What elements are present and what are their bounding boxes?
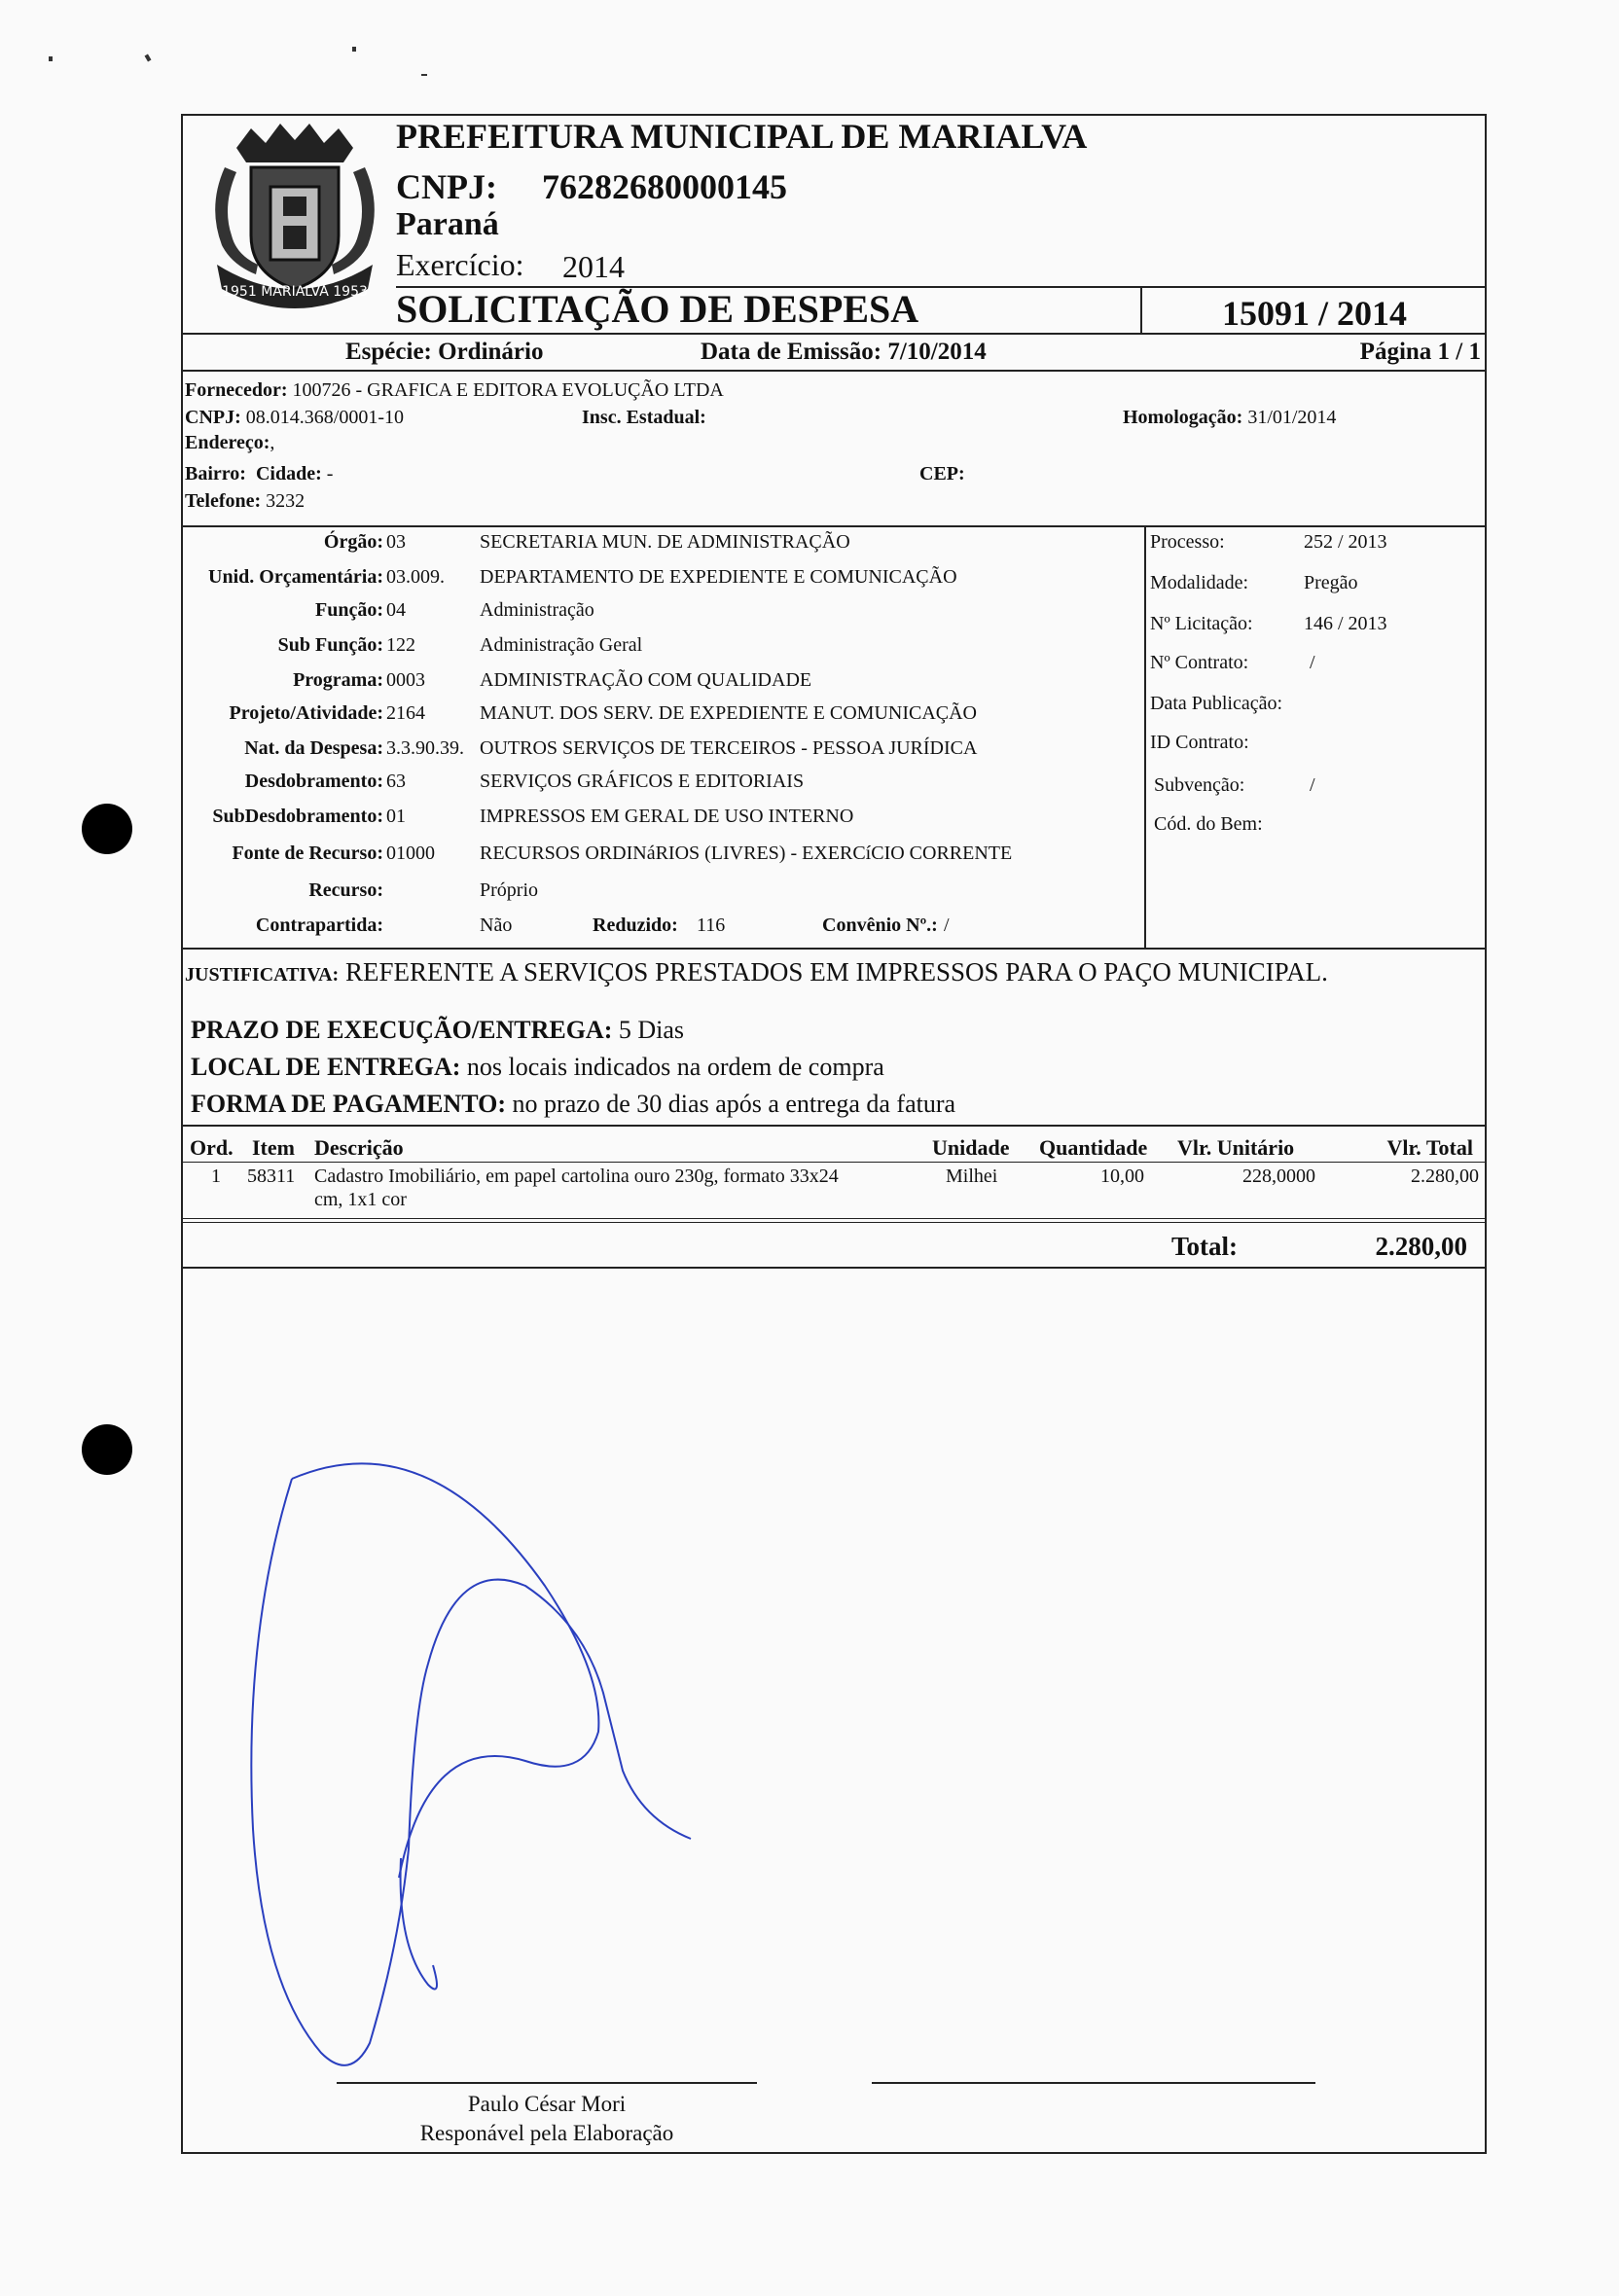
insc-estadual-label: Insc. Estadual: <box>582 407 706 428</box>
exercicio-label: Exercício: <box>396 247 524 282</box>
col-header-ord: Ord. <box>190 1135 234 1160</box>
row-unitario: 228,0000 <box>1242 1166 1315 1187</box>
side-value-licitacao: 146 / 2013 <box>1304 613 1387 634</box>
convenio-value: / <box>944 915 950 936</box>
budget-desc-orgao: SECRETARIA MUN. DE ADMINISTRAÇÃO <box>480 531 850 553</box>
side-value-modalidade: Pregão <box>1304 572 1358 593</box>
side-value-contrato: / <box>1310 652 1315 673</box>
table-body-line <box>181 1218 1487 1219</box>
budget-bottom-line <box>181 948 1487 950</box>
budget-label-funcao: Função: <box>315 599 383 621</box>
document-title: SOLICITAÇÃO DE DESPESA <box>396 287 919 331</box>
reduzido-label: Reduzido: <box>593 915 678 936</box>
budget-desc-fonte: RECURSOS ORDINáRIOS (LIVRES) - EXERCíCIO CORRENTE <box>480 843 1013 864</box>
budget-label-subfuncao: Sub Função: <box>277 634 383 656</box>
especie: Espécie: Ordinário <box>345 339 544 365</box>
endereco: Endereço:, <box>185 432 275 453</box>
row-quantidade: 10,00 <box>1100 1166 1144 1187</box>
exercicio-value: 2014 <box>562 249 625 284</box>
side-label-id-contrato: ID Contrato: <box>1150 732 1249 753</box>
scan-mark <box>352 47 356 52</box>
budget-code-natureza: 3.3.90.39. <box>386 737 464 759</box>
total-value: 2.280,00 <box>1375 1232 1467 1261</box>
budget-code-funcao: 04 <box>386 599 406 621</box>
col-header-total: Vlr. Total <box>1386 1135 1473 1160</box>
side-value-subvencao: / <box>1310 774 1315 796</box>
row-ord: 1 <box>211 1166 221 1187</box>
signature-line-right <box>872 2082 1315 2084</box>
signer-name: Paulo César Mori <box>467 2092 627 2116</box>
budget-code-subfuncao: 122 <box>386 634 415 656</box>
budget-code-desdobramento: 63 <box>386 771 406 792</box>
budget-desc-recurso: Próprio <box>480 879 538 901</box>
budget-code-unid: 03.009. <box>386 566 445 588</box>
convenio-label: Convênio Nº.: <box>822 915 938 936</box>
row-desc-line1: Cadastro Imobiliário, em papel cartolina ouro 230g, formato 33x24 <box>314 1166 839 1187</box>
col-header-unitario: Vlr. Unitário <box>1177 1135 1295 1160</box>
fornecedor-bottom-line <box>181 525 1487 527</box>
handwritten-signature <box>234 1440 778 2082</box>
budget-desc-subfuncao: Administração Geral <box>480 634 643 656</box>
budget-code-orgao: 03 <box>386 531 406 553</box>
budget-desc-subdesdobramento: IMPRESSOS EM GERAL DE USO INTERNO <box>480 806 854 827</box>
side-info-divider <box>1144 525 1146 950</box>
budget-label-unid: Unid. Orçamentária: <box>208 566 383 588</box>
total-label: Total: <box>1171 1232 1239 1261</box>
crest-banner-text: 1951 MARIALVA 1953 <box>222 284 368 300</box>
fornecedor-line: Fornecedor: 100726 - GRAFICA E EDITORA EVOLUÇÃO LTDA <box>185 379 724 401</box>
side-label-processo: Processo: <box>1150 531 1225 553</box>
justificativa: JUSTIFICATIVA: REFERENTE A SERVIÇOS PRESTADOS EM IMPRESSOS PARA O PAÇO MUNICIPAL. <box>185 957 1328 987</box>
title-bottom-line <box>181 333 1487 335</box>
side-label-modalidade: Modalidade: <box>1150 572 1249 593</box>
budget-code-fonte: 01000 <box>386 843 435 864</box>
row-unidade: Milhei <box>946 1166 998 1187</box>
city-crest <box>198 119 392 313</box>
side-value-processo: 252 / 2013 <box>1304 531 1387 553</box>
budget-label-recurso: Recurso: <box>308 879 383 901</box>
terms-bottom-line <box>181 1125 1487 1127</box>
reduzido-value: 116 <box>697 915 726 936</box>
table-header-line <box>181 1162 1487 1163</box>
punch-hole-top <box>82 804 132 854</box>
org-name: PREFEITURA MUNICIPAL DE MARIALVA <box>396 117 1088 156</box>
telefone: Telefone: 3232 <box>185 490 306 512</box>
budget-label-subdesdobramento: SubDesdobramento: <box>212 806 383 827</box>
budget-code-subdesdobramento: 01 <box>386 806 406 827</box>
scan-mark <box>421 74 427 76</box>
side-label-licitacao: Nº Licitação: <box>1150 613 1253 634</box>
cnpj-label: CNPJ: <box>396 167 497 206</box>
pagina: Página 1 / 1 <box>1359 339 1481 365</box>
col-header-item: Item <box>252 1135 295 1160</box>
signer-role: Responável pela Elaboração <box>419 2121 674 2145</box>
budget-desc-programa: ADMINISTRAÇÃO COM QUALIDADE <box>480 669 812 691</box>
homologacao: Homologação: 31/01/2014 <box>1123 407 1337 428</box>
cep-label: CEP: <box>919 463 965 484</box>
budget-label-programa: Programa: <box>293 669 383 691</box>
scan-mark <box>145 54 152 61</box>
budget-code-programa: 0003 <box>386 669 425 691</box>
budget-label-orgao: Órgão: <box>323 531 383 553</box>
budget-code-projeto: 2164 <box>386 702 425 724</box>
budget-desc-projeto: MANUT. DOS SERV. DE EXPEDIENTE E COMUNICAÇÃO <box>480 702 977 724</box>
contrapartida-value: Não <box>480 915 513 936</box>
especie-bottom-line <box>181 370 1487 372</box>
cnpj-value: 76282680000145 <box>542 167 787 206</box>
side-label-cod-bem: Cód. do Bem: <box>1154 813 1263 835</box>
row-desc-line2: cm, 1x1 cor <box>314 1189 407 1210</box>
punch-hole-bottom <box>82 1424 132 1475</box>
prazo-execucao: PRAZO DE EXECUÇÃO/ENTREGA: 5 Dias <box>191 1016 685 1044</box>
forma-pagamento: FORMA DE PAGAMENTO: no prazo de 30 dias após a entrega da fatura <box>191 1090 956 1118</box>
budget-desc-desdobramento: SERVIÇOS GRÁFICOS E EDITORIAIS <box>480 771 805 792</box>
data-emissao: Data de Emissão: 7/10/2014 <box>701 339 987 365</box>
budget-desc-unid: DEPARTAMENTO DE EXPEDIENTE E COMUNICAÇÃO <box>480 566 957 588</box>
total-bottom-line <box>181 1267 1487 1269</box>
scan-mark <box>49 56 53 61</box>
side-label-subvencao: Subvenção: <box>1154 774 1245 796</box>
document-number: 15091 / 2014 <box>1221 294 1407 333</box>
budget-desc-funcao: Administração <box>480 599 594 621</box>
budget-label-projeto: Projeto/Atividade: <box>229 702 383 724</box>
table-body-line-2 <box>181 1222 1487 1223</box>
state-name: Paraná <box>396 206 499 242</box>
local-entrega: LOCAL DE ENTREGA: nos locais indicados na ordem de compra <box>191 1053 884 1081</box>
col-header-descricao: Descrição <box>314 1135 404 1160</box>
col-header-quantidade: Quantidade <box>1039 1135 1148 1160</box>
budget-label-natureza: Nat. da Despesa: <box>244 737 383 759</box>
side-label-contrato: Nº Contrato: <box>1150 652 1249 673</box>
row-item: 58311 <box>247 1166 296 1187</box>
row-total: 2.280,00 <box>1411 1166 1479 1187</box>
budget-label-desdobramento: Desdobramento: <box>244 771 383 792</box>
signature-line-left <box>337 2082 757 2084</box>
side-label-data-publicacao: Data Publicação: <box>1150 693 1283 714</box>
col-header-unidade: Unidade <box>932 1135 1010 1160</box>
budget-desc-natureza: OUTROS SERVIÇOS DE TERCEIROS - PESSOA JURÍDICA <box>480 737 978 759</box>
budget-label-fonte: Fonte de Recurso: <box>232 843 383 864</box>
contrapartida-label: Contrapartida: <box>255 915 383 936</box>
fornecedor-cnpj: CNPJ: 08.014.368/0001-10 <box>185 407 404 428</box>
bairro-cidade: Bairro: Cidade: - <box>185 463 334 484</box>
